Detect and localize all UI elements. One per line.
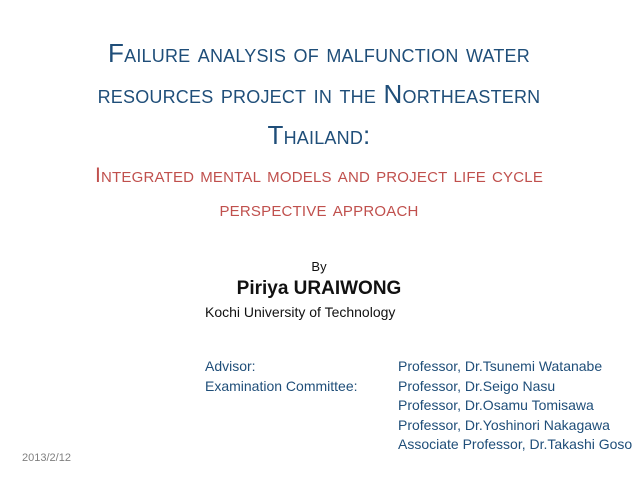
committee-member: Professor, Dr.Tsunemi Watanabe	[398, 358, 603, 374]
committee-role-labels	[205, 357, 358, 396]
committee-member: Professor, Dr.Seigo Nasu	[398, 377, 556, 394]
committee-member: Professor, Dr.Yoshinori Nakagawa	[398, 416, 610, 433]
author-name: Piriya URAIWONG	[236, 278, 402, 299]
title-line-2: resources project in the Northeastern	[97, 79, 541, 109]
by-label: By	[311, 259, 327, 274]
subtitle-line-2: perspective approach	[219, 198, 419, 221]
committee-member: Professor, Dr.Osamu Tomisawa	[398, 397, 594, 413]
subtitle-line-1: Integrated mental models and project life cycle	[94, 164, 544, 187]
advisor-label: Advisor:	[205, 358, 256, 374]
examination-committee-label: Examination Committee:	[205, 377, 358, 394]
title-line-1: Failure analysis of malfunction water	[108, 38, 530, 68]
author-affiliation: Kochi University of Technology	[205, 304, 396, 320]
title-line-3: Thailand:	[267, 120, 371, 150]
committee-member-list	[398, 357, 632, 455]
committee-member: Associate Professor, Dr.Takashi Goso	[398, 436, 633, 452]
slide-date: 2013/2/12	[22, 452, 71, 464]
